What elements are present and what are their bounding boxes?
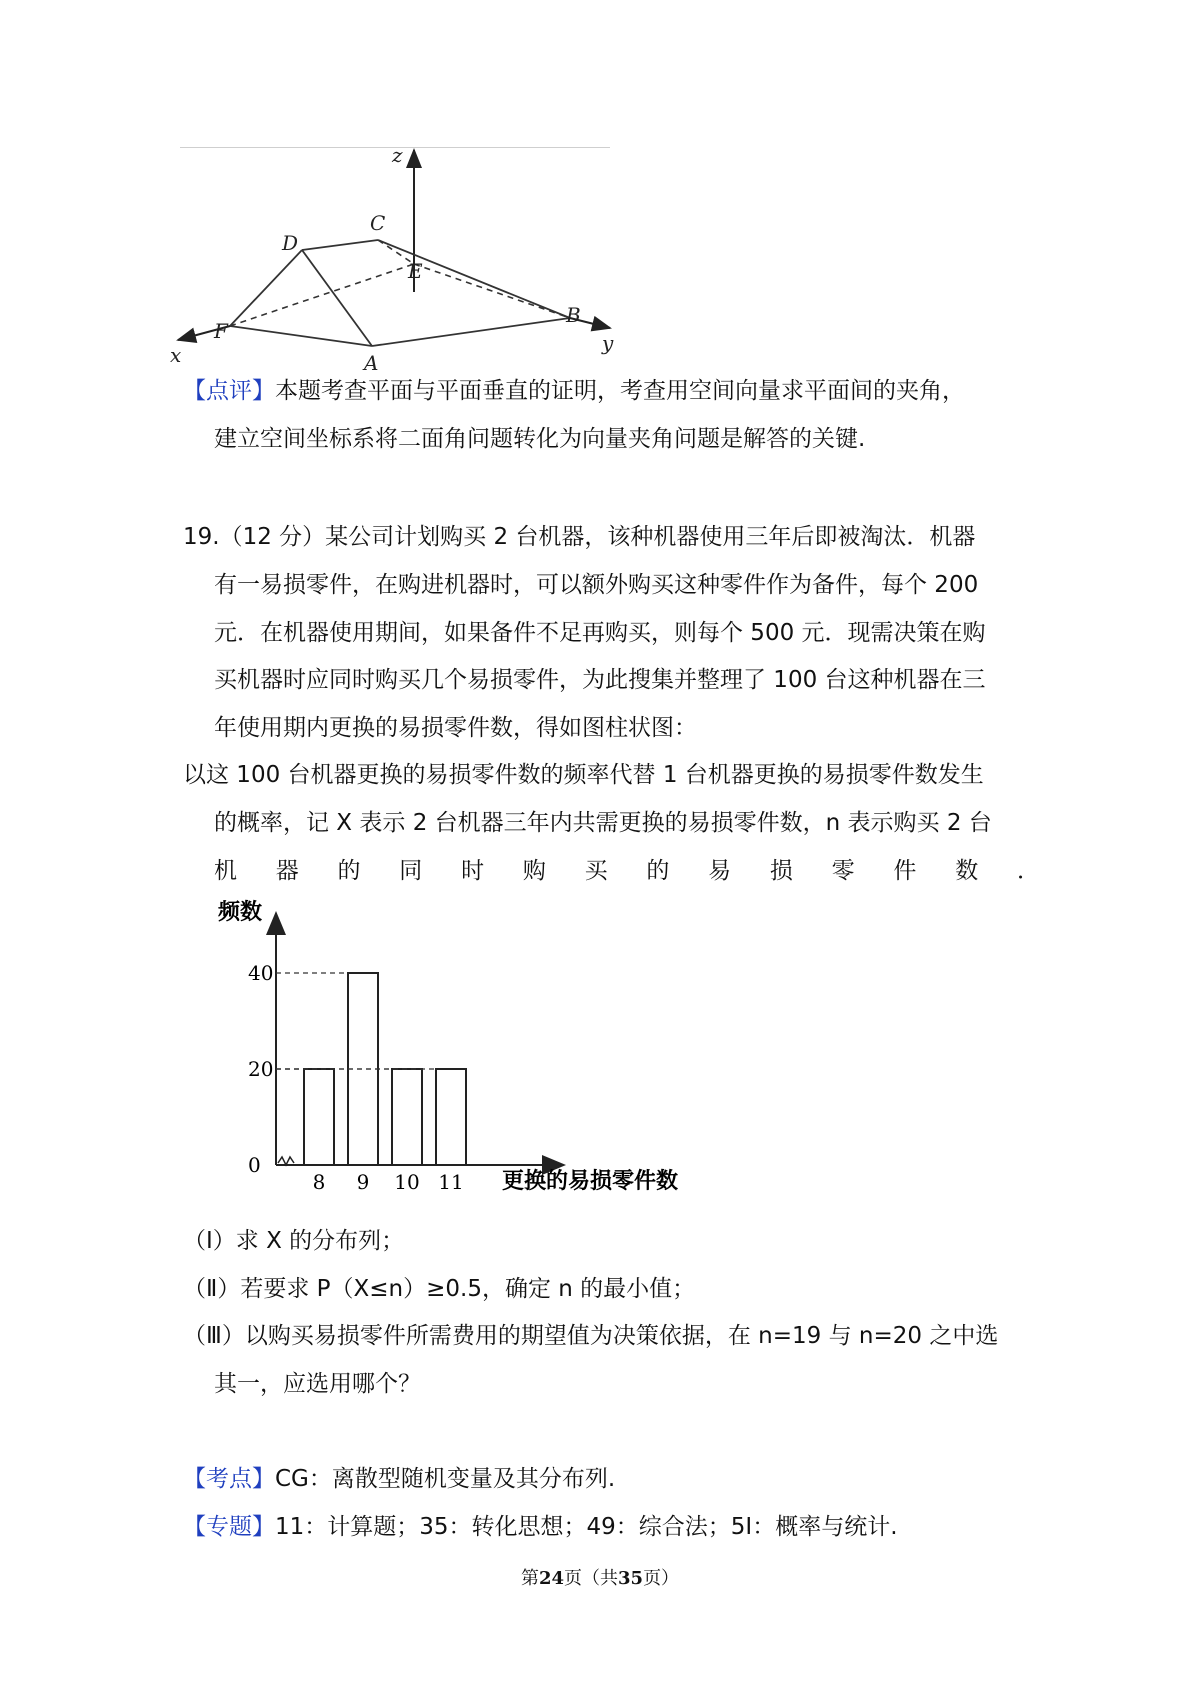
label-D: D [282,231,299,255]
problem-char: 机 [214,858,237,884]
problem-char: 件 [893,858,917,884]
bar-11 [436,1069,466,1165]
bar-chart [200,895,700,1215]
edge-FA [230,326,372,346]
problem-char: 的 [646,858,670,884]
problem-char: 同 [399,858,423,884]
question-2-text: （Ⅱ）若要求 P（X≤n）≥0.5，确定 n 的最小值； [183,1276,696,1302]
label-E: E [408,259,423,283]
review-text-1: 本题考查平面与平面垂直的证明，考查用空间向量求平面间的夹角， [275,378,965,404]
problem-text-5: 年使用期内更换的易损零件数，得如图柱状图： [214,715,697,741]
kaodian-text: CG：离散型随机变量及其分布列. [275,1466,616,1492]
label-F: F [214,319,228,343]
x-tick-label: 9 [356,1170,370,1194]
bar-8 [304,1069,334,1165]
edge-EB [414,264,570,318]
label-A: A [364,351,379,375]
edge-AB [372,318,570,346]
problem-char: ． [1016,858,1040,884]
footer-suffix: 页） [643,1568,680,1589]
axis-break-icon [278,1157,294,1165]
zhuanti-tag: 【专题】 [183,1514,275,1540]
question-3-line-1 [183,1321,998,1351]
problem-score: （12 分） [219,524,326,550]
x-tick-label: 11 [438,1170,464,1194]
problem-line-7 [214,808,992,838]
label-B: B [566,303,581,327]
zhuanti-text: 11：计算题；35：转化思想；49：综合法；5I：概率与统计. [275,1514,898,1540]
question-1 [183,1226,404,1256]
problem-number: 19. [183,524,220,550]
x-tick-label: 8 [312,1170,326,1194]
footer-page: 24 [538,1568,564,1589]
review-line-1 [183,376,965,406]
review-tag: 【点评】 [183,378,275,404]
page-footer [0,1564,1200,1590]
geometry-figure [170,140,620,380]
question-2 [183,1274,695,1304]
problem-char: 易 [708,858,732,884]
review-text-2: 建立空间坐标系将二面角问题转化为向量夹角问题是解答的关键. [214,426,866,452]
problem-line-5 [214,713,697,743]
problem-char: 损 [769,858,793,884]
problem-line-3 [214,618,986,648]
problem-char: 购 [522,858,546,884]
problem-text-7: 的概率，记 X 表示 2 台机器三年内共需更换的易损零件数，n 表示购买 2 台 [214,810,992,836]
footer-total: 35 [618,1568,644,1589]
question-3-line-2 [214,1369,421,1399]
problem-char: 买 [584,858,608,884]
edge-DC [302,240,378,250]
problem-char: 零 [831,858,855,884]
edge-FE [230,264,414,326]
problem-char: 数 [955,858,979,884]
kaodian-tag: 【考点】 [183,1466,275,1492]
problem-line-8 [214,856,1040,886]
question-3-text-1: （Ⅲ）以购买易损零件所需费用的期望值为决策依据，在 n=19 与 n=20 之中选 [183,1323,999,1349]
x-tick-label: 10 [394,1170,420,1194]
problem-line-4 [214,665,986,695]
edge-DA [302,250,372,346]
kaodian-line [183,1464,615,1494]
y-tick-label: 40 [248,961,274,985]
problem-line-2 [214,570,978,600]
y-axis-label: 频数 [218,900,263,925]
question-3-text-2: 其一，应选用哪个？ [214,1371,421,1397]
problem-line-6 [183,760,984,790]
problem-text-3: 元．在机器使用期间，如果备件不足再购买，则每个 500 元．现需决策在购 [214,620,986,646]
problem-line-1 [183,522,975,552]
label-y: y [602,331,614,355]
label-z: z [392,143,403,167]
edge-CB [378,240,570,318]
y-tick-label: 20 [248,1057,274,1081]
label-x: x [170,343,182,367]
problem-char: 器 [275,858,299,884]
problem-text-1: 某公司计划购买 2 台机器，该种机器使用三年后即被淘汰．机器 [325,524,976,550]
problem-text-2: 有一易损零件，在购进机器时，可以额外购买这种零件作为备件，每个 200 [214,572,979,598]
zhuanti-line [183,1512,898,1542]
problem-text-4: 买机器时应同时购买几个易损零件，为此搜集并整理了 100 台这种机器在三 [214,667,986,693]
footer-middle: 页（共 [564,1568,618,1589]
bar-10 [392,1069,422,1165]
problem-char: 时 [461,858,485,884]
y-tick-label: 0 [248,1153,261,1177]
footer-prefix: 第 [520,1568,539,1589]
review-line-2 [214,424,865,454]
label-C: C [370,211,386,235]
problem-text-6: 以这 100 台机器更换的易损零件数的频率代替 1 台机器更换的易损零件数发生 [183,762,984,788]
question-1-text: （Ⅰ）求 X 的分布列； [183,1228,405,1254]
x-axis-label: 更换的易损零件数 [502,1169,679,1194]
problem-char: 的 [337,858,361,884]
